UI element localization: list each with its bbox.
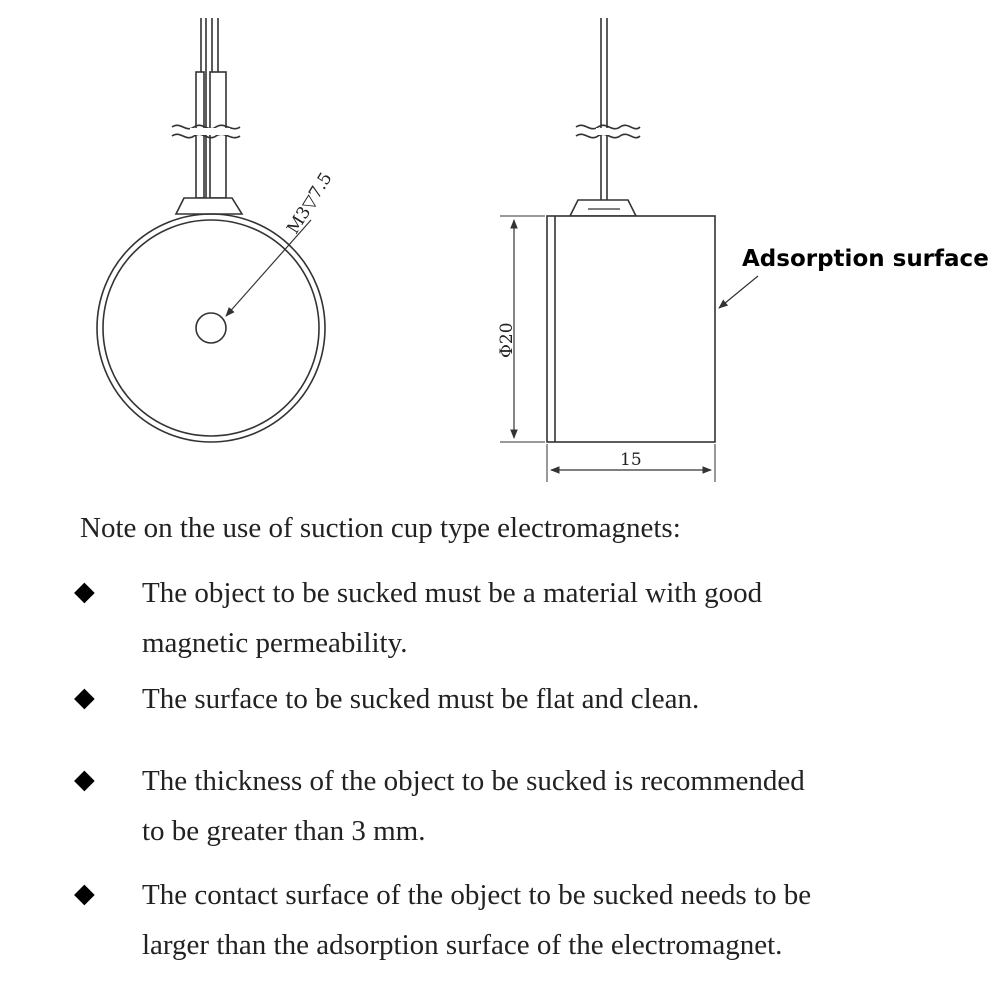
adsorption-surface-callout: Adsorption surface — [742, 246, 989, 272]
side-strain-relief — [570, 200, 636, 216]
note-item-2 — [142, 674, 942, 724]
note-line: larger than the adsorption surface of the electromagnet. — [142, 929, 783, 961]
side-view — [500, 18, 758, 482]
side-lead-wire — [601, 18, 607, 200]
front-lead-wires — [196, 18, 226, 198]
note-item-1 — [142, 568, 942, 668]
note-line: The object to be sucked must be a material with good — [142, 577, 763, 609]
note-line: magnetic permeability. — [142, 627, 408, 659]
bullet-icon: ◆ — [74, 682, 95, 713]
side-body — [547, 216, 715, 442]
bullet-icon: ◆ — [74, 764, 95, 795]
thread-label: M3▽7.5 — [283, 169, 337, 238]
note-line: The surface to be sucked must be flat and clean. — [142, 683, 700, 715]
note-item-3 — [142, 756, 942, 856]
bullet-icon: ◆ — [74, 576, 95, 607]
side-wire-break — [576, 125, 640, 137]
callout-leader — [719, 276, 758, 308]
note-line: to be greater than 3 mm. — [142, 815, 426, 847]
center-hole — [196, 313, 226, 343]
front-wire-break — [172, 125, 240, 137]
front-body-outer — [97, 214, 325, 442]
note-item-4 — [142, 870, 942, 970]
front-body-inner — [103, 220, 319, 436]
note-line: The contact surface of the object to be sucked needs to be — [142, 879, 812, 911]
diameter-label: Φ20 — [497, 322, 517, 358]
width-label: 15 — [620, 450, 642, 470]
front-strain-relief — [176, 198, 242, 214]
notes-title: Note on the use of suction cup type electromagnets: — [80, 512, 681, 544]
bullet-icon: ◆ — [74, 878, 95, 909]
note-line: The thickness of the object to be sucked is recommended — [142, 765, 805, 797]
